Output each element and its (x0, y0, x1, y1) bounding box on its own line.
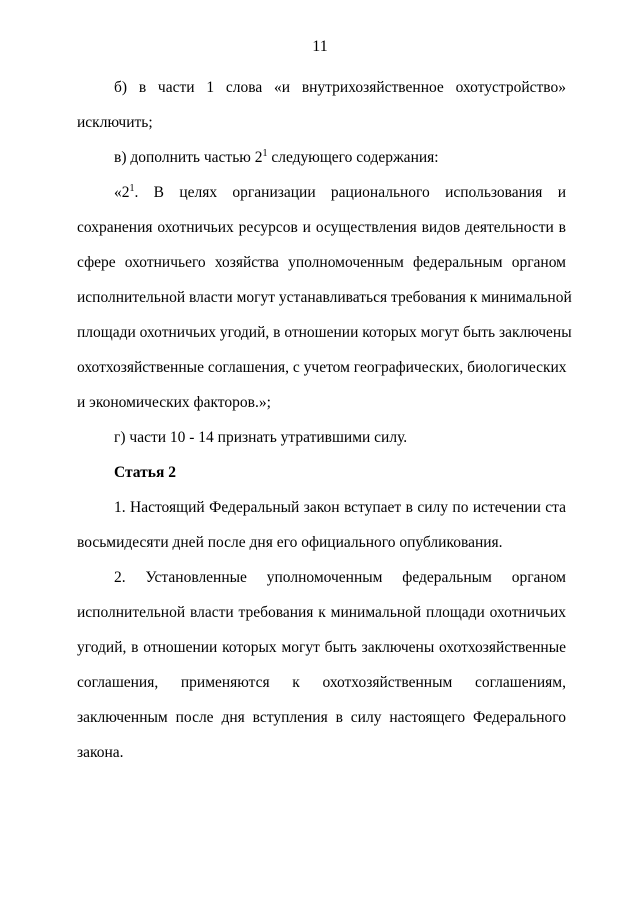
paragraph-v-text: в) дополнить частью 2 (114, 149, 263, 166)
paragraph-v-text: следующего содержания: (267, 149, 439, 166)
paragraph-g: г) части 10 - 14 признать утратившими силу. (114, 429, 408, 446)
quote-line: площади охотничьих угодий, в отношении которых могут быть заключены (77, 324, 572, 341)
clause-2-line: закона. (77, 744, 124, 761)
quote-line: и экономических факторов.»; (77, 394, 271, 411)
article-title: Статья 2 (114, 464, 176, 481)
quote-text: . В целях организации рационального использования и (134, 184, 566, 201)
clause-2-line: соглашения, применяются к охотхозяйственным соглашениям, (77, 674, 566, 691)
superscript: 1 (262, 148, 268, 159)
quote-line: сохранения охотничьих ресурсов и осуществления видов деятельности в (77, 219, 566, 236)
clause-2-line: 2. Установленные уполномоченным федеральным органом (114, 569, 566, 586)
paragraph-v (114, 148, 566, 168)
quote-line: исполнительной власти могут устанавливаться требования к минимальной (77, 289, 572, 306)
clause-2-line: угодий, в отношении которых могут быть заключены охотхозяйственные (77, 639, 566, 656)
quote-line: охотхозяйственные соглашения, с учетом географических, биологических (77, 359, 567, 376)
quote-text: «2 (114, 184, 130, 201)
clause-2-line: исполнительной власти требования к минимальной площади охотничьих (77, 604, 566, 621)
quote-line (114, 183, 566, 203)
clause-1-line: 1. Настоящий Федеральный закон вступает в силу по истечении ста (114, 499, 566, 516)
paragraph-b-line: исключить; (77, 114, 153, 131)
quote-line: сфере охотничьего хозяйства уполномоченным федеральным органом (77, 254, 566, 271)
paragraph-b-line: б) в части 1 слова «и внутрихозяйственное охотустройство» (114, 79, 566, 96)
clause-1-line: восьмидесяти дней после дня его официального опубликования. (77, 534, 503, 551)
superscript: 1 (129, 183, 135, 194)
page-number: 11 (312, 38, 328, 55)
clause-2-line: заключенным после дня вступления в силу настоящего Федерального (77, 709, 566, 726)
